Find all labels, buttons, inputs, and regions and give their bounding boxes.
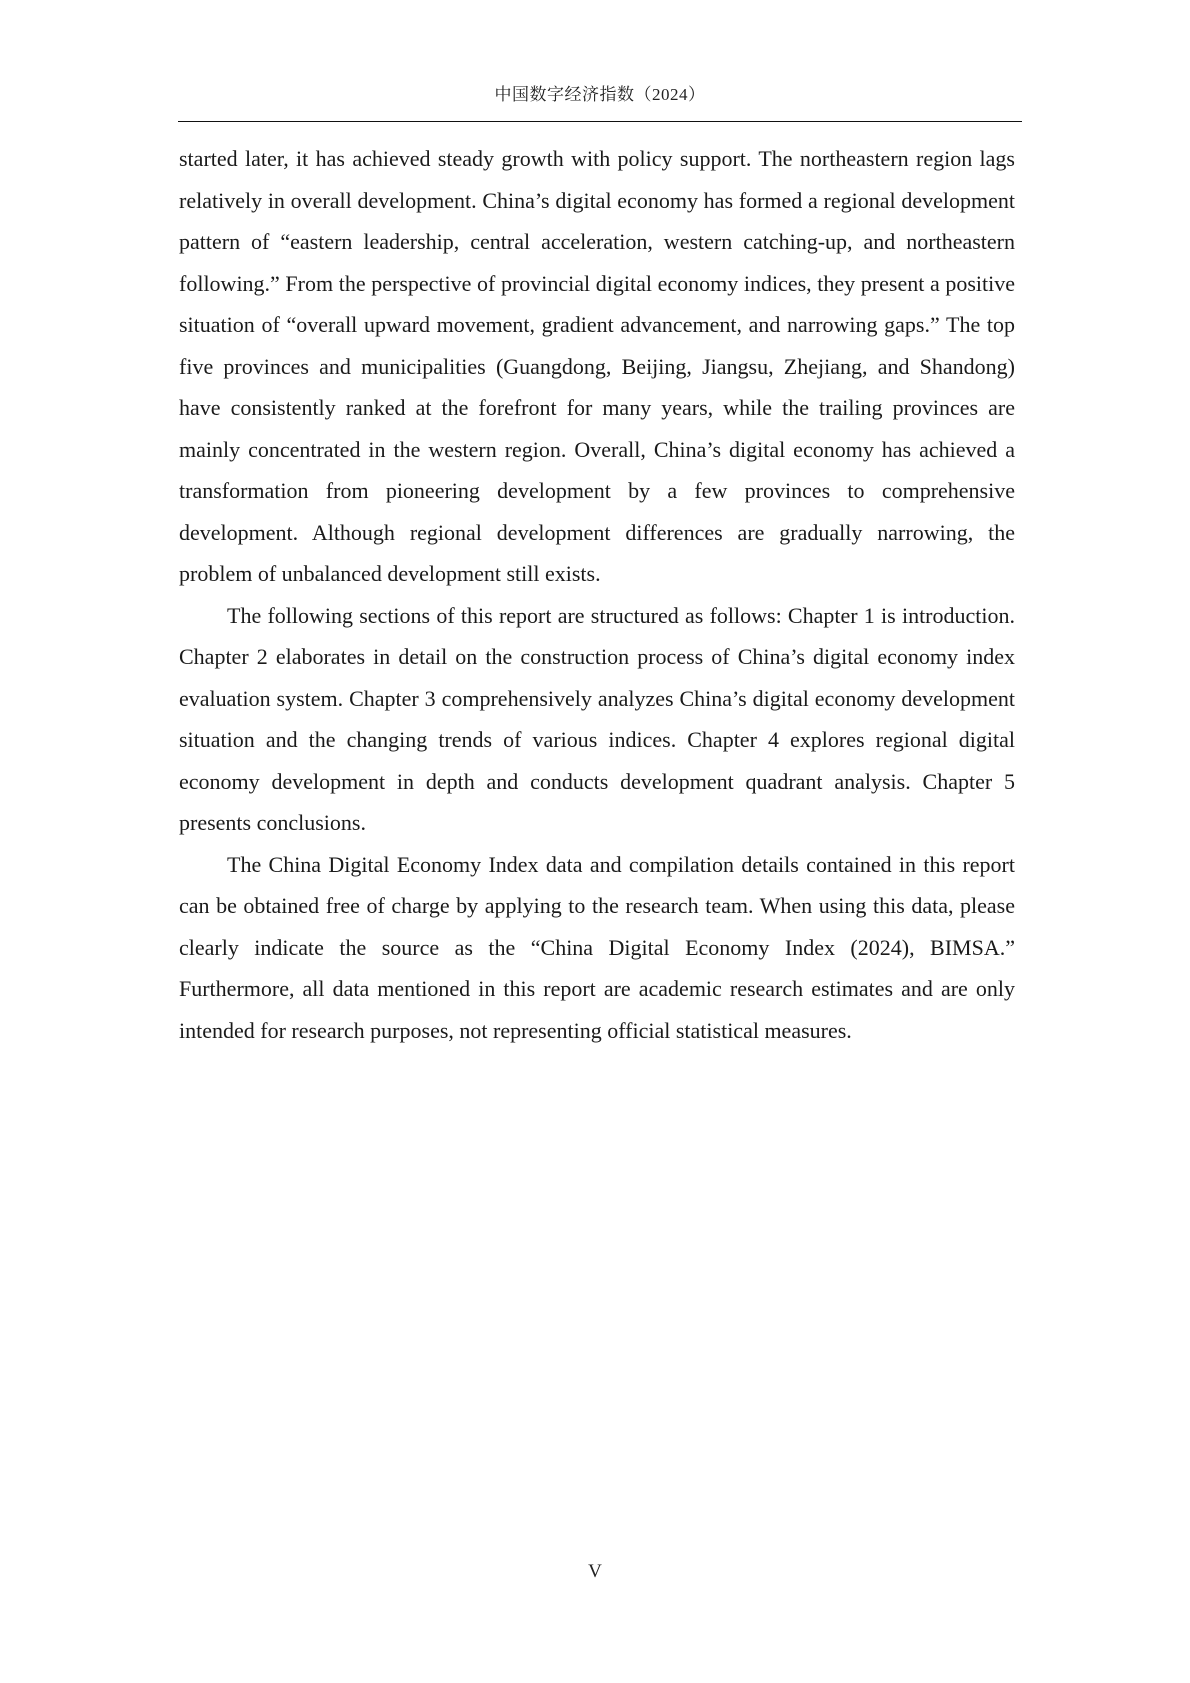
header-divider — [178, 121, 1022, 122]
running-header-title: 中国数字经济指数（2024） — [494, 85, 706, 104]
body-text — [179, 138, 1015, 1051]
paragraph-data-availability: The China Digital Economy Index data and compilation details contained in this report can be obtained free of charge by applying to the research team. When using this data, please clearly indicate the source as the “China Digital Economy Index (2024), BIMSA.” Furthermore, all data mentioned in this report are academic research estimates and are only intended for research purposes, not representing official statistical measures. — [179, 851, 1015, 1043]
paragraph-regional-pattern: started later, it has achieved steady growth with policy support. The northeastern region lags relatively in overall development. China’s digital economy has formed a regional development pattern of “eastern leadership, central acceleration, western catching-up, and northeastern following.” From the perspective of provincial digital economy indices, they present a positive situation of “overall upward movement, gradient advancement, and narrowing gaps.” The top five provinces and municipalities (Guangdong, Beijing, Jiangsu, Zhejiang, and Shandong) have consistently ranked at the forefront for many years, while the trailing provinces are mainly concentrated in the western region. Overall, China’s digital economy has achieved a transformation from pioneering development by a few provinces to comprehensive development. Although regional development differences are gradually narrowing, the problem of unbalanced development still exists. — [179, 146, 1015, 586]
page-number: V — [588, 1561, 602, 1582]
paragraph-report-structure: The following sections of this report are structured as follows: Chapter 1 is introduction. Chapter 2 elaborates in detail on the construction process of China’s digital economy index evaluation system. Chapter 3 comprehensively analyzes China’s digital economy development situation and the changing trends of various indices. Chapter 4 explores regional digital economy development in depth and conducts development quadrant analysis. Chapter 5 presents conclusions. — [179, 602, 1015, 835]
